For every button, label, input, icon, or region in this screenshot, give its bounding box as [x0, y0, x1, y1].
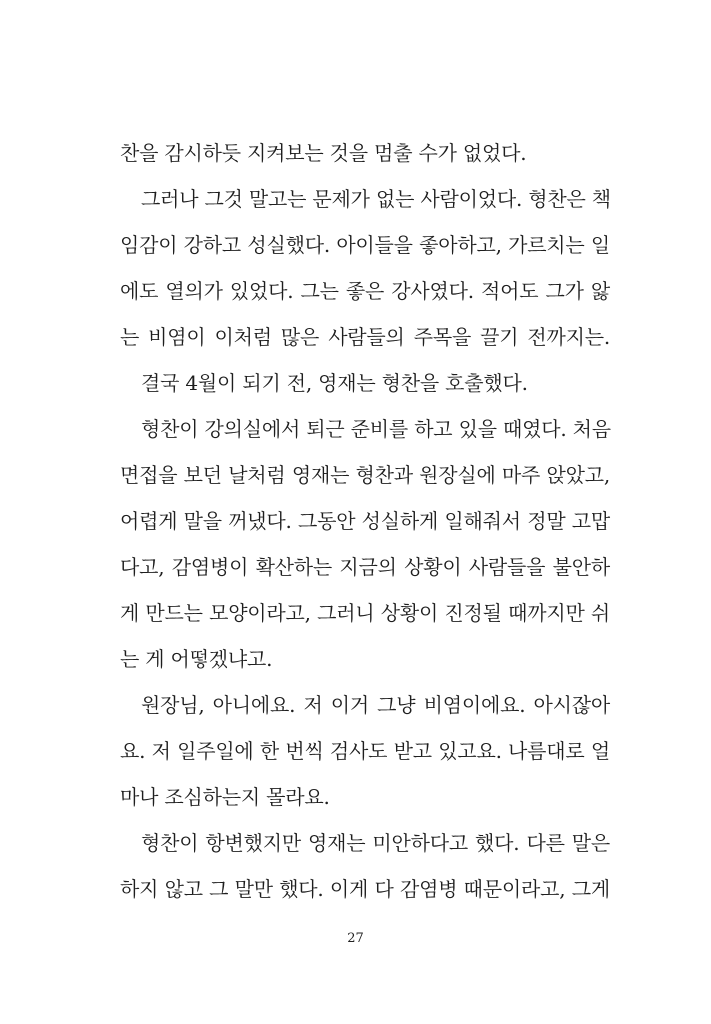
text-line: 결국 4월이 되기 전, 영재는 형찬을 호출했다.: [141, 371, 528, 395]
text-line: 찬을 감시하듯 지켜보는 것을 멈출 수가 없었다.: [120, 141, 527, 165]
text-line: 그러나 그것 말고는 문제가 없는 사람이었다. 형찬은 책: [141, 187, 611, 211]
text-line: 면접을 보던 날처럼 영재는 형찬과 원장실에 마주 앉았고,: [120, 463, 610, 487]
page-number: 27: [347, 931, 364, 946]
text-line: 원장님, 아니에요. 저 이거 그냥 비염이에요. 아시잖아: [141, 693, 610, 717]
text-line: 요. 저 일주일에 한 번씩 검사도 받고 있고요. 나름대로 얼: [120, 739, 610, 763]
text-line: 는 게 어떻겠냐고.: [120, 647, 273, 671]
text-line: 는 비염이 이처럼 많은 사람들의 주목을 끌기 전까지는.: [120, 325, 610, 349]
text-line: 하지 않고 그 말만 했다. 이게 다 감염병 때문이라고, 그게: [120, 877, 610, 901]
text-line: 형찬이 강의실에서 퇴근 준비를 하고 있을 때였다. 처음: [141, 417, 611, 441]
text-line: 게 만드는 모양이라고, 그러니 상황이 진정될 때까지만 쉬: [120, 601, 610, 625]
text-line: 에도 열의가 있었다. 그는 좋은 강사였다. 적어도 그가 앓: [120, 279, 610, 303]
text-line: 다고, 감염병이 확산하는 지금의 상황이 사람들을 불안하: [120, 555, 610, 579]
text-line: 임감이 강하고 성실했다. 아이들을 좋아하고, 가르치는 일: [120, 233, 610, 257]
text-line: 형찬이 항변했지만 영재는 미안하다고 했다. 다른 말은: [141, 831, 610, 855]
text-line: 마나 조심하는지 몰라요.: [120, 785, 330, 809]
text-line: 어렵게 말을 꺼냈다. 그동안 성실하게 일해줘서 정말 고맙: [120, 509, 610, 533]
